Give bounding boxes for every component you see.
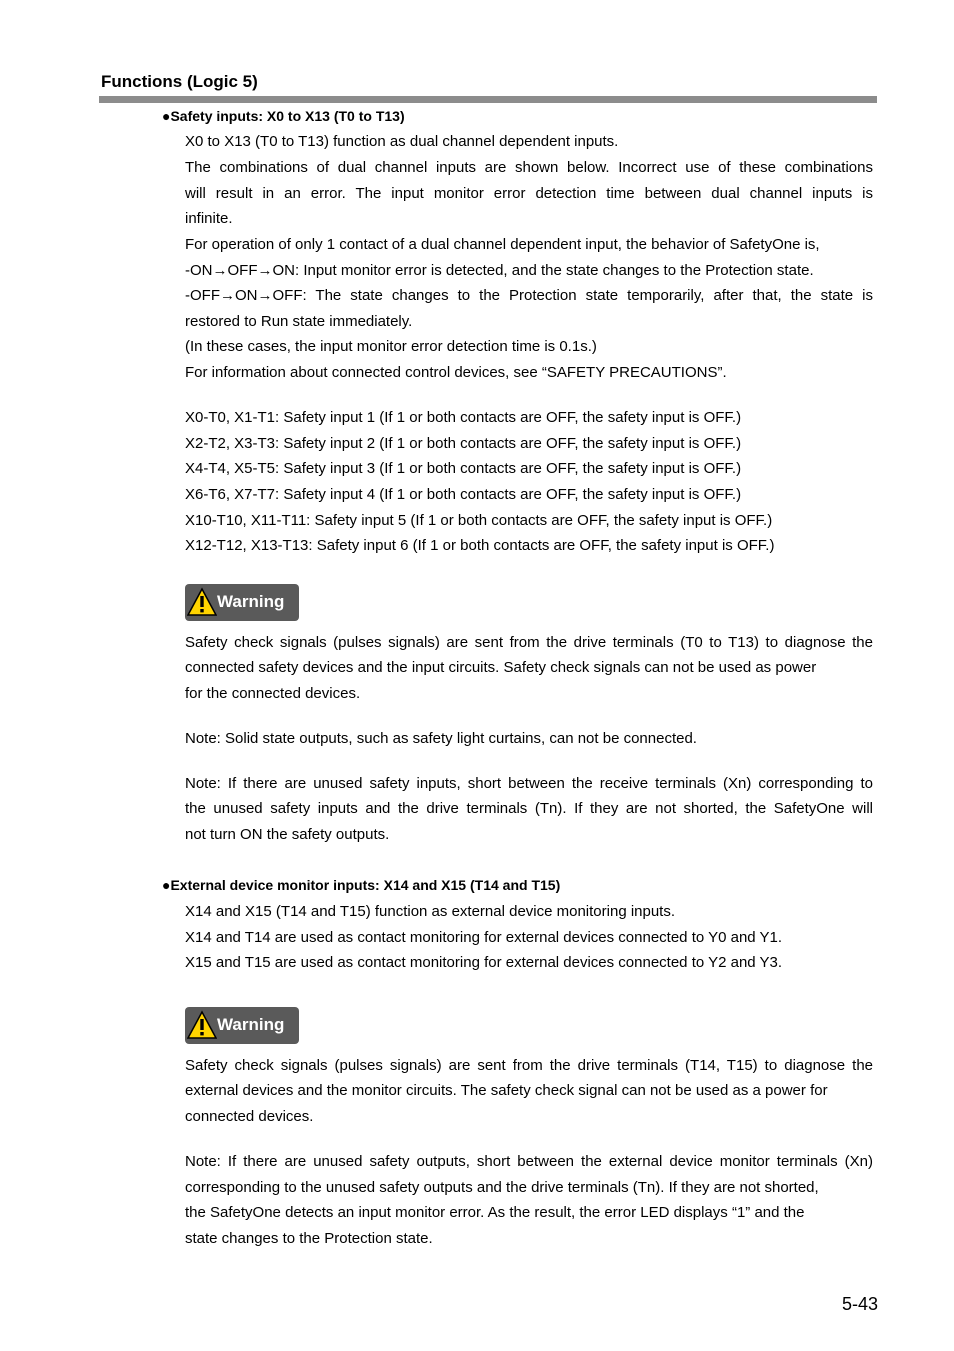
edm-inputs-heading: ●External device monitor inputs: X14 and X15 (T14 and T15) [162,877,561,893]
paragraph-line: (In these cases, the input monitor error detection time is 0.1s.) [185,338,597,355]
paragraph-line: external devices and the monitor circuits. The safety check signal can not be used as a power for [185,1082,828,1099]
safety-input-pair: X12-T12, X13-T13: Safety input 6 (If 1 or both contacts are OFF, the safety input is OFF.) [185,537,775,554]
warning-triangle-icon [187,1010,217,1040]
note-line: corresponding to the unused safety outputs and the drive terminals (Tn). If they are not shorted, [185,1179,819,1196]
note-line: not turn ON the safety outputs. [185,826,390,843]
paragraph-line: For information about connected control devices, see “SAFETY PRECAUTIONS”. [185,364,727,381]
warning-label: Warning [217,592,285,611]
warning-badge [185,584,299,621]
warning-badge [185,1007,299,1044]
paragraph-line: -OFF→ON→OFF: The state changes to the Protection state temporarily, after that, the state is [185,287,873,304]
paragraph-line: Safety check signals (pulses signals) are sent from the drive terminals (T0 to T13) to diagnose the [185,634,873,651]
paragraph-line: Safety check signals (pulses signals) are sent from the drive terminals (T14, T15) to diagnose the [185,1057,873,1074]
page-title: Functions (Logic 5) [101,72,258,91]
paragraph-line: restored to Run state immediately. [185,313,413,330]
paragraph-line: will result in an error. The input monitor error detection time between dual channel inputs is [185,185,873,202]
paragraph-line: X15 and T15 are used as contact monitoring for external devices connected to Y2 and Y3. [185,954,783,971]
paragraph-line: X0 to X13 (T0 to T13) function as dual channel dependent inputs. [185,133,619,150]
paragraph-line: connected safety devices and the input circuits. Safety check signals can not be used as power [185,659,817,676]
paragraph-line: infinite. [185,210,233,227]
note-line: state changes to the Protection state. [185,1230,433,1247]
page-number: 5-43 [842,1294,879,1314]
safety-inputs-heading: ●Safety inputs: X0 to X13 (T0 to T13) [162,108,405,124]
note-line: Note: If there are unused safety inputs, short between the receive terminals (Xn) corresponding to [185,775,873,792]
safety-input-pair: X10-T10, X11-T11: Safety input 5 (If 1 or both contacts are OFF, the safety input is OFF.) [185,512,773,529]
note-line: Note: If there are unused safety outputs, short between the external device monitor terminals (Xn) [185,1153,873,1170]
safety-input-pair: X0-T0, X1-T1: Safety input 1 (If 1 or both contacts are OFF, the safety input is OFF.) [185,409,742,426]
safety-input-pair: X6-T6, X7-T7: Safety input 4 (If 1 or both contacts are OFF, the safety input is OFF.) [185,486,742,503]
safety-input-pair: X4-T4, X5-T5: Safety input 3 (If 1 or both contacts are OFF, the safety input is OFF.) [185,460,742,477]
paragraph-line: X14 and X15 (T14 and T15) function as external device monitoring inputs. [185,903,676,920]
warning-triangle-icon [187,587,217,617]
paragraph-line: connected devices. [185,1108,314,1125]
paragraph-line: For operation of only 1 contact of a dual channel dependent input, the behavior of SafetyOne is, [185,236,820,253]
title-rule [99,96,877,103]
warning-label: Warning [217,1015,285,1034]
paragraph-line: The combinations of dual channel inputs are shown below. Incorrect use of these combinations [185,159,873,176]
note-line: the unused safety inputs and the drive terminals (Tn). If they are not shorted, the SafetyOne will [185,800,873,817]
note-line: Note: Solid state outputs, such as safety light curtains, can not be connected. [185,730,697,747]
paragraph-line: X14 and T14 are used as contact monitoring for external devices connected to Y0 and Y1. [185,929,783,946]
note-line: the SafetyOne detects an input monitor error. As the result, the error LED displays “1” and the [185,1204,805,1221]
paragraph-line: for the connected devices. [185,685,361,702]
safety-input-pair: X2-T2, X3-T3: Safety input 2 (If 1 or both contacts are OFF, the safety input is OFF.) [185,435,742,452]
paragraph-line: -ON→OFF→ON: Input monitor error is detected, and the state changes to the Protection state. [185,262,814,279]
